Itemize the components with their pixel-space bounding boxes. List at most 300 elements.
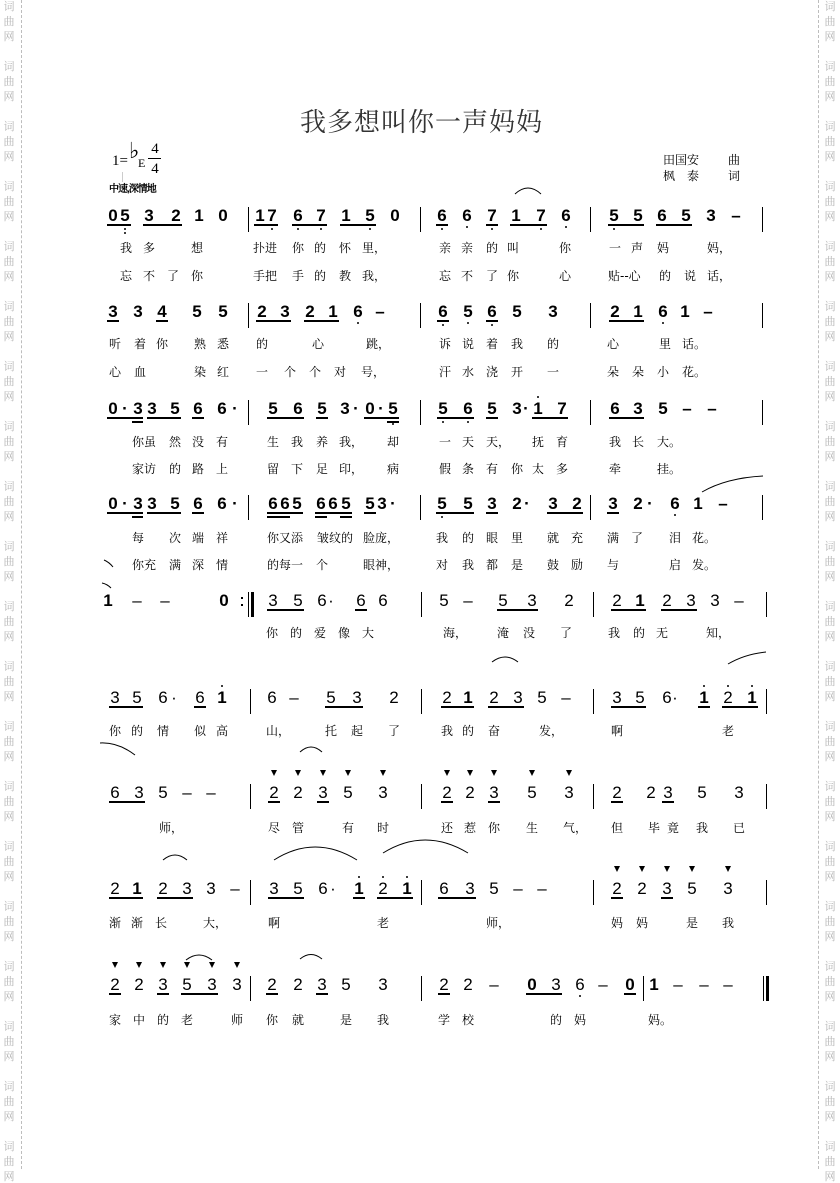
augmentation-dot: ·: [330, 879, 336, 898]
lyric-syllable: 亲: [461, 241, 474, 255]
note-5: 5: [438, 399, 448, 418]
note-6: 6: [657, 206, 667, 225]
lyric-syllable: 但: [611, 821, 624, 835]
note-3: 3: [710, 591, 720, 610]
note-3: 3: [147, 399, 157, 418]
note-5: 5: [487, 399, 497, 418]
note-5: 5: [268, 399, 278, 418]
extension-dash: –: [160, 591, 170, 610]
lyric-syllable: 起: [351, 724, 364, 738]
note-3: 3: [608, 494, 618, 513]
lyric-syllable: 我: [696, 821, 709, 835]
note-0: 0: [108, 494, 118, 513]
watermark-char: 词: [824, 60, 836, 73]
note-1: 1: [194, 206, 204, 225]
note-6: 6: [316, 494, 326, 513]
note-6: 6: [662, 688, 672, 707]
watermark-char: 曲: [3, 195, 15, 208]
lyric-syllable: 情: [157, 724, 170, 738]
note-6: 6: [195, 688, 205, 707]
note-1: 1: [463, 688, 473, 707]
watermark-char: 网: [3, 450, 15, 463]
watermark-char: 曲: [3, 315, 15, 328]
watermark-char: 词: [824, 720, 836, 733]
note-0: 0: [108, 399, 118, 418]
note-2: 2: [269, 783, 279, 802]
note-1: 1: [132, 879, 142, 898]
note-2: 2: [171, 206, 181, 225]
lyric-syllable: 端: [192, 531, 205, 545]
watermark-char: 词: [3, 60, 15, 73]
lyric-syllable: 眼神，: [363, 558, 400, 572]
lyric-syllable: 有: [342, 821, 355, 835]
note-2: 2: [158, 879, 168, 898]
accent-icon: [234, 962, 240, 968]
watermark-char: 词: [3, 840, 15, 853]
note-5: 5: [463, 494, 473, 513]
note-7: 7: [536, 206, 546, 225]
watermark-char: 曲: [3, 135, 15, 148]
lyric-syllable: 启: [669, 558, 682, 572]
lyric-syllable: 无: [656, 626, 669, 640]
lyric-syllable: 每: [132, 531, 145, 545]
watermark-char: 词: [3, 660, 15, 673]
lyric-syllable: 似: [194, 724, 207, 738]
watermark-char: 词: [3, 0, 15, 13]
note-5: 5: [365, 494, 375, 513]
watermark-char: 网: [3, 810, 15, 823]
watermark-char: 曲: [3, 915, 15, 928]
note-3: 3: [489, 783, 499, 802]
song-title: 我多想叫你一声妈妈: [300, 108, 544, 137]
watermark-char: 曲: [3, 615, 15, 628]
lyric-syllable: 的每一: [267, 558, 304, 572]
note-3: 3: [269, 879, 279, 898]
watermark-char: 词: [824, 1140, 836, 1153]
watermark-char: 网: [824, 30, 836, 43]
note-3: 3: [340, 399, 350, 418]
lyric-syllable: 心: [312, 337, 325, 351]
note-2: 2: [662, 591, 672, 610]
lyric-syllable: 你虽: [132, 435, 157, 449]
lyricist-role: 词: [728, 169, 741, 183]
note-2: 2: [489, 688, 499, 707]
note-2: 2: [439, 975, 449, 994]
lyric-syllable: 老: [722, 724, 735, 738]
lyric-syllable: 长: [632, 435, 645, 449]
watermark-char: 词: [3, 960, 15, 973]
note-6: 6: [356, 591, 366, 610]
lyric-syllable: 我: [609, 435, 622, 449]
lyric-syllable: 然: [169, 435, 182, 449]
lyric-syllable: 熟: [194, 337, 207, 351]
note-3: 3: [377, 494, 387, 513]
note-6: 6: [193, 399, 203, 418]
lyric-syllable: 心: [559, 269, 572, 283]
watermark-char: 网: [824, 930, 836, 943]
watermark-char: 词: [3, 900, 15, 913]
watermark-char: 曲: [824, 1035, 836, 1048]
note-5: 5: [158, 783, 168, 802]
lyric-syllable: 生: [526, 821, 539, 835]
lyric-syllable: 的: [486, 241, 499, 255]
augmentation-dot: ·: [353, 399, 359, 418]
lyric-syllable: 一: [547, 365, 560, 379]
lyric-syllable: 脸庞，: [363, 531, 400, 545]
extension-dash: –: [673, 975, 683, 994]
lyric-syllable: 没: [523, 626, 536, 640]
lyric-syllable: 一: [609, 241, 622, 255]
lyric-syllable: 我: [608, 626, 621, 640]
note-6: 6: [378, 591, 388, 610]
lyric-syllable: 牵: [609, 462, 622, 476]
watermark-char: 曲: [3, 1035, 15, 1048]
final-barline-thin: [763, 976, 764, 1001]
watermark-char: 网: [824, 750, 836, 763]
watermark-char: 曲: [824, 615, 836, 628]
note-3: 3: [133, 399, 143, 418]
barline: [421, 976, 422, 1001]
note-6: 6: [437, 206, 447, 225]
note-3: 3: [551, 975, 561, 994]
note-2: 2: [442, 783, 452, 802]
watermark-char: 词: [3, 480, 15, 493]
watermark-char: 曲: [824, 855, 836, 868]
note-2: 2: [646, 783, 656, 802]
watermark-char: 曲: [3, 855, 15, 868]
watermark-char: 曲: [824, 135, 836, 148]
watermark-char: 曲: [824, 915, 836, 928]
lyric-syllable: 个: [309, 365, 322, 379]
note-3: 3: [133, 494, 143, 513]
extension-dash: –: [230, 879, 240, 898]
watermark-char: 网: [3, 510, 15, 523]
note-3: 3: [612, 688, 622, 707]
note-2: 2: [378, 879, 388, 898]
extension-dash: –: [463, 591, 473, 610]
lyric-syllable: 着: [134, 337, 147, 351]
lyric-syllable: 天: [462, 435, 475, 449]
accent-icon: [209, 962, 215, 968]
note-5: 5: [635, 688, 645, 707]
lyric-syllable: 眼: [486, 531, 499, 545]
watermark-char: 曲: [824, 555, 836, 568]
lyric-syllable: 跳，: [366, 337, 391, 351]
lyric-syllable: 了: [560, 626, 573, 640]
watermark-char: 曲: [3, 255, 15, 268]
note-6: 6: [110, 783, 120, 802]
watermark-char: 网: [3, 990, 15, 1003]
watermark-char: 曲: [3, 975, 15, 988]
augmentation-dot: ·: [328, 591, 334, 610]
watermark-char: 网: [824, 270, 836, 283]
lyric-syllable: 挂。: [657, 462, 682, 476]
watermark-char: 曲: [824, 255, 836, 268]
lyric-syllable: 话。: [682, 337, 707, 351]
lyric-syllable: 与: [607, 558, 620, 572]
watermark-char: 网: [824, 630, 836, 643]
watermark-char: 词: [824, 900, 836, 913]
lyric-syllable: 的: [314, 269, 327, 283]
watermark-char: 网: [824, 1050, 836, 1063]
lyric-syllable: 听: [109, 337, 122, 351]
note-1: 1: [533, 399, 543, 418]
watermark-char: 网: [3, 210, 15, 223]
note-5: 5: [687, 879, 697, 898]
lyric-syllable: 的: [547, 337, 560, 351]
composer-role: 曲: [728, 153, 741, 167]
extension-dash: –: [206, 783, 216, 802]
note-1: 1: [680, 302, 690, 321]
lyric-syllable: 条: [462, 462, 475, 476]
lyric-syllable: 手: [292, 269, 305, 283]
extension-dash: –: [132, 591, 142, 610]
lyric-syllable: 我: [377, 1013, 390, 1027]
lyric-syllable: 已: [733, 821, 746, 835]
lyric-syllable: 时: [377, 821, 390, 835]
watermark-char: 曲: [824, 75, 836, 88]
augmentation-dot: ·: [523, 399, 529, 418]
note-6: 6: [462, 206, 472, 225]
composer-name: 田国安: [663, 153, 700, 167]
lyric-syllable: 忘: [439, 269, 452, 283]
note-6: 6: [438, 302, 448, 321]
lyric-syllable: 开: [511, 365, 524, 379]
note-3: 3: [378, 783, 388, 802]
watermark-char: 网: [824, 150, 836, 163]
note-2: 2: [305, 302, 315, 321]
note-2: 2: [465, 783, 475, 802]
augmentation-dot: ·: [390, 494, 396, 513]
lyric-syllable: 渐: [109, 916, 122, 930]
lyric-syllable: 惹: [464, 821, 477, 835]
watermark-char: 网: [824, 210, 836, 223]
extension-dash: –: [289, 688, 299, 707]
note-3: 3: [207, 975, 217, 994]
note-6: 6: [575, 975, 585, 994]
note-5: 5: [658, 399, 668, 418]
note-6: 6: [561, 206, 571, 225]
watermark-char: 曲: [3, 795, 15, 808]
lyric-syllable: 的: [169, 462, 182, 476]
flat-sign-icon: ♭: [129, 139, 140, 164]
lyric-syllable: 花。: [692, 531, 717, 545]
note-5: 5: [341, 975, 351, 994]
lyric-syllable: 你: [191, 269, 204, 283]
lyric-syllable: 我: [511, 337, 524, 351]
note-3: 3: [134, 783, 144, 802]
lyric-syllable: 有: [486, 462, 499, 476]
watermark-char: 词: [824, 0, 836, 13]
note-2: 2: [267, 975, 277, 994]
accent-icon: [112, 962, 118, 968]
watermark-char: 曲: [3, 495, 15, 508]
note-3: 3: [158, 975, 168, 994]
lyric-syllable: 啊: [611, 724, 624, 738]
watermark-char: 曲: [3, 555, 15, 568]
lyric-syllable: 知，: [706, 626, 731, 640]
note-2: 2: [610, 302, 620, 321]
lyric-syllable: 托: [325, 724, 338, 738]
lyric-syllable: 妈: [657, 241, 670, 255]
watermark-char: 网: [824, 1110, 836, 1123]
note-5: 5: [192, 302, 202, 321]
lyricist-name: 枫 泰: [663, 169, 700, 183]
lyric-syllable: 朵: [632, 365, 645, 379]
lyric-syllable: 的: [633, 626, 646, 640]
augmentation-dot: ·: [122, 494, 128, 513]
lyric-syllable: 对: [334, 365, 347, 379]
watermark-char: 网: [824, 450, 836, 463]
note-3: 3: [108, 302, 118, 321]
note-3: 3: [133, 302, 143, 321]
note-3: 3: [147, 494, 157, 513]
note-5: 5: [341, 494, 351, 513]
lyric-syllable: 的: [314, 241, 327, 255]
lyric-syllable: 我: [441, 724, 454, 738]
watermark-char: 网: [824, 870, 836, 883]
lyric-syllable: 不: [143, 269, 156, 283]
lyric-syllable: 中: [133, 1013, 146, 1027]
watermark-char: 词: [3, 180, 15, 193]
watermark-char: 网: [3, 690, 15, 703]
extension-dash: –: [537, 879, 547, 898]
lyric-syllable: 上: [216, 462, 229, 476]
note-5: 5: [317, 399, 327, 418]
note-6: 6: [439, 879, 449, 898]
lyric-syllable: 了: [388, 724, 401, 738]
note-3: 3: [182, 879, 192, 898]
watermark-char: 网: [824, 990, 836, 1003]
watermark-char: 网: [3, 30, 15, 43]
lyric-syllable: 说: [462, 337, 475, 351]
lyric-syllable: 师，: [159, 821, 184, 835]
note-5: 5: [170, 494, 180, 513]
lyric-syllable: 尽: [268, 821, 281, 835]
note-5: 5: [681, 206, 691, 225]
watermark-char: 网: [824, 570, 836, 583]
lyric-syllable: 你: [511, 462, 524, 476]
lyric-syllable: 悉: [217, 337, 230, 351]
lyric-syllable: 你: [488, 821, 501, 835]
note-3: 3: [268, 591, 278, 610]
lyric-syllable: 我: [291, 435, 304, 449]
lyric-syllable: 病: [387, 462, 400, 476]
note-3: 3: [706, 206, 716, 225]
lyric-syllable: 天，: [486, 435, 511, 449]
watermark-char: 词: [3, 1080, 15, 1093]
note-1: 1: [341, 206, 351, 225]
watermark-char: 词: [3, 540, 15, 553]
augmentation-dot: ·: [232, 494, 238, 513]
note-5: 5: [343, 783, 353, 802]
note-0: 0: [219, 591, 229, 610]
watermark-char: 网: [824, 510, 836, 523]
lyric-syllable: 还: [441, 821, 454, 835]
watermark-char: 曲: [824, 975, 836, 988]
watermark-char: 网: [3, 570, 15, 583]
lower-octave-dot: [579, 995, 581, 997]
lyric-syllable: 老: [181, 1013, 194, 1027]
note-7: 7: [267, 206, 277, 225]
note-1: 1: [217, 688, 227, 707]
lyric-syllable: 却: [387, 435, 400, 449]
note-3: 3: [548, 494, 558, 513]
lyric-syllable: 足: [316, 462, 329, 476]
watermark-char: 曲: [3, 15, 15, 28]
key-tonic-label: 1=: [112, 153, 128, 169]
note-2: 2: [723, 688, 733, 707]
note-3: 3: [662, 879, 672, 898]
note-6: 6: [293, 399, 303, 418]
watermark-char: 词: [3, 780, 15, 793]
watermark-char: 曲: [824, 195, 836, 208]
watermark-char: 曲: [824, 495, 836, 508]
extension-dash: –: [489, 975, 499, 994]
watermark-char: 词: [3, 300, 15, 313]
lyric-syllable: 妈: [636, 916, 649, 930]
watermark-char: 网: [3, 930, 15, 943]
watermark-char: 词: [824, 480, 836, 493]
accent-icon: [160, 962, 166, 968]
note-5: 5: [182, 975, 192, 994]
watermark-char: 曲: [824, 795, 836, 808]
lyric-syllable: 的: [659, 269, 672, 283]
note-5: 5: [498, 591, 508, 610]
watermark-char: 网: [3, 1170, 15, 1183]
lyric-syllable: 教: [339, 269, 352, 283]
watermark-char: 词: [3, 420, 15, 433]
lyric-syllable: 怀: [339, 241, 352, 255]
note-6: 6: [158, 688, 168, 707]
note-6: 6: [267, 688, 277, 707]
extension-dash: –: [707, 399, 717, 418]
lyric-syllable: 你: [109, 724, 122, 738]
note-5: 5: [326, 688, 336, 707]
note-2: 2: [637, 879, 647, 898]
lyric-syllable: 长: [155, 916, 168, 930]
time-signature-unit: 4: [151, 161, 159, 177]
augmentation-dot: ·: [524, 494, 530, 513]
lyric-syllable: 红: [217, 365, 230, 379]
watermark-char: 曲: [824, 315, 836, 328]
lyric-syllable: 毕: [648, 821, 661, 835]
note-6: 6: [487, 302, 497, 321]
watermark-char: 词: [3, 360, 15, 373]
lyric-syllable: 心: [109, 365, 122, 379]
note-2: 2: [110, 879, 120, 898]
lyric-syllable: 泪: [669, 531, 682, 545]
watermark-char: 词: [824, 180, 836, 193]
note-5: 5: [512, 302, 522, 321]
extension-dash: –: [598, 975, 608, 994]
lyric-syllable: 扑进: [253, 241, 278, 255]
lyric-syllable: 个: [316, 558, 329, 572]
lyric-syllable: 情: [216, 558, 229, 572]
watermark-char: 曲: [3, 1155, 15, 1168]
note-6: 6: [280, 494, 290, 513]
note-5: 5: [388, 399, 398, 418]
lyric-syllable: 你: [292, 241, 305, 255]
lyric-syllable: 竟: [667, 821, 680, 835]
note-6: 6: [193, 494, 203, 513]
note-3: 3: [564, 783, 574, 802]
lyric-syllable: 诉: [439, 337, 452, 351]
extension-dash: –: [731, 206, 741, 225]
note-1: 1: [354, 879, 364, 898]
tempo-marking: 中速,深情地: [109, 184, 156, 195]
lyric-syllable: 声: [631, 241, 644, 255]
